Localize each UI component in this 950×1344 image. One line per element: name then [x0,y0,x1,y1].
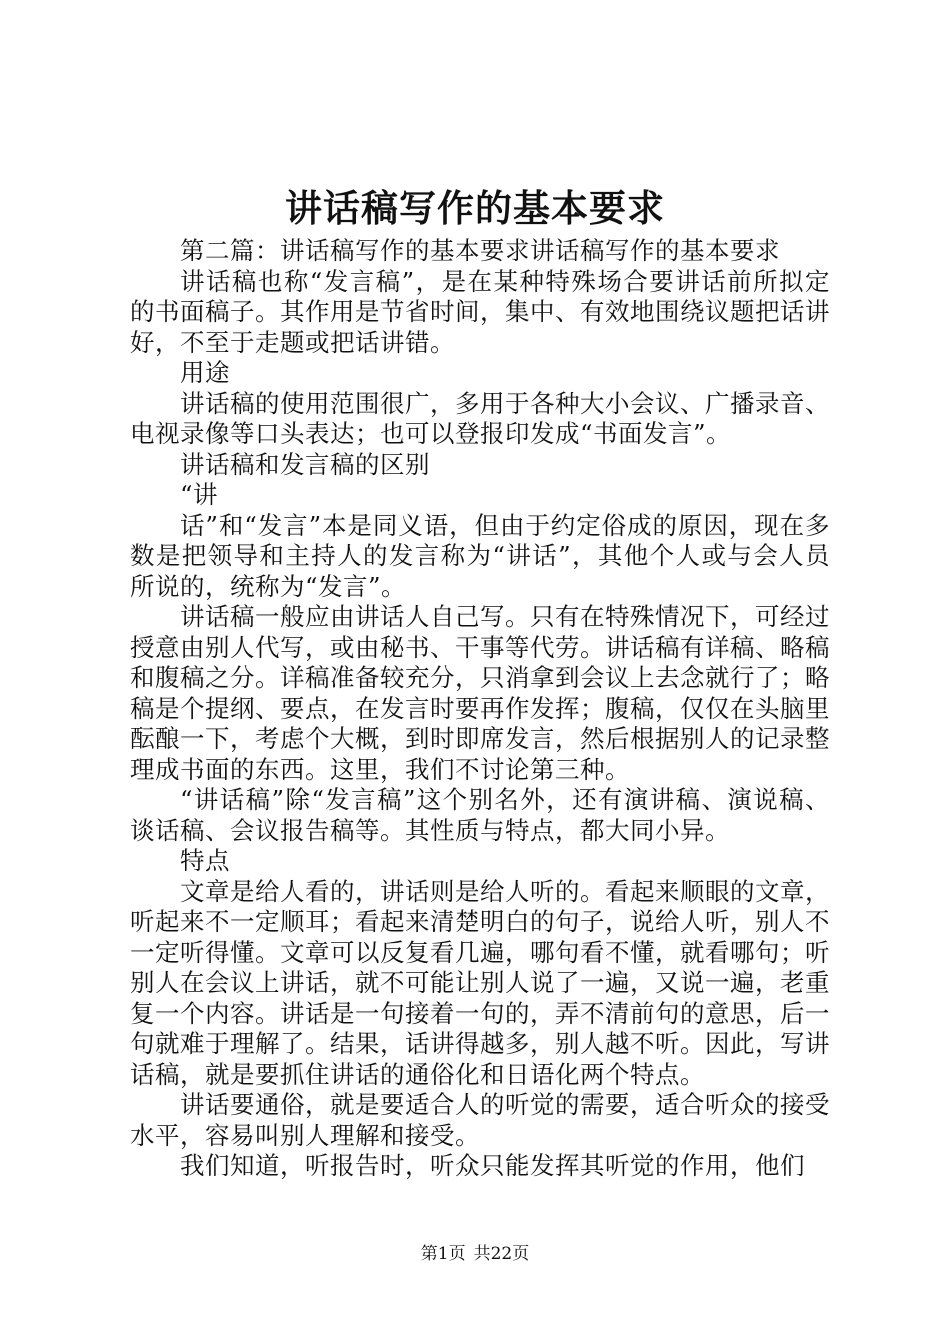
paragraph-plain-language: 讲话要通俗，就是要适合人的听觉的需要，适合听众的接受水平，容易叫别人理解和接受。 [130,1090,830,1150]
page-footer [0,1242,950,1266]
heading-usage: 用途 [180,358,230,387]
paragraph-authorship: 讲话稿一般应由讲话人自己写。只有在特殊情况下，可经过授意由别人代写，或由秘书、干事等代劳。讲话稿有详稿、略稿和腹稿之分。详稿准备较充分，只消拿到会议上去念就行了；略稿是个提纲、要点，在发言时要再作发挥；腹稿，仅仅在头脑里酝酿一下，考虑个大概，到时即席发言，然后根据别人的记录整理成书面的东西。这里，我们不讨论第三种。 [130,602,830,784]
paragraph-features: 文章是给人看的，讲话则是给人听的。看起来顺眼的文章，听起来不一定顺耳；看起来清楚明白的句子，说给人听，别人不一定听得懂。文章可以反复看几遍，哪句看不懂，就看哪句；听别人在会议上讲话，就不可能让别人说了一遍，又说一遍，老重复一个内容。讲话是一句接着一句的，弄不清前句的意思，后一句就难于理解了。结果，话讲得越多，别人越不听。因此，写讲话稿，就是要抓住讲话的通俗化和日语化两个特点。 [130,876,830,1089]
paragraph-fragment: “讲 [180,480,219,509]
paragraph-difference: 话”和“发言”本是同义语，但由于约定俗成的原因，现在多数是把领导和主持人的发言称为“讲话”，其他个人或与会人员所说的，统称为“发言”。 [130,510,830,601]
paragraph-usage: 讲话稿的使用范围很广，多用于各种大小会议、广播录音、电视录像等口头表达；也可以登报印发成“书面发言”。 [130,388,830,448]
paragraph-subtitle: 第二篇：讲话稿写作的基本要求讲话稿写作的基本要求 [180,236,780,265]
paragraph-listening: 我们知道，听报告时，听众只能发挥其听觉的作用，他们 [180,1151,805,1180]
heading-difference: 讲话稿和发言稿的区别 [180,449,430,479]
heading-features: 特点 [180,846,230,875]
paragraph-aliases: “讲话稿”除“发言稿”这个别名外，还有演讲稿、演说稿、谈话稿、会议报告稿等。其性质与特点，都大同小异。 [130,785,830,845]
document-body [130,236,830,1182]
document-title: 讲话稿写作的基本要求 [285,186,665,230]
page-number: 第1页 [420,1244,466,1264]
paragraph-definition: 讲话稿也称“发言稿”，是在某种特殊场合要讲话前所拟定的书面稿子。其作用是节省时间，集中、有效地围绕议题把话讲好，不至于走题或把话讲错。 [130,266,830,357]
page-total: 共22页 [473,1244,530,1264]
